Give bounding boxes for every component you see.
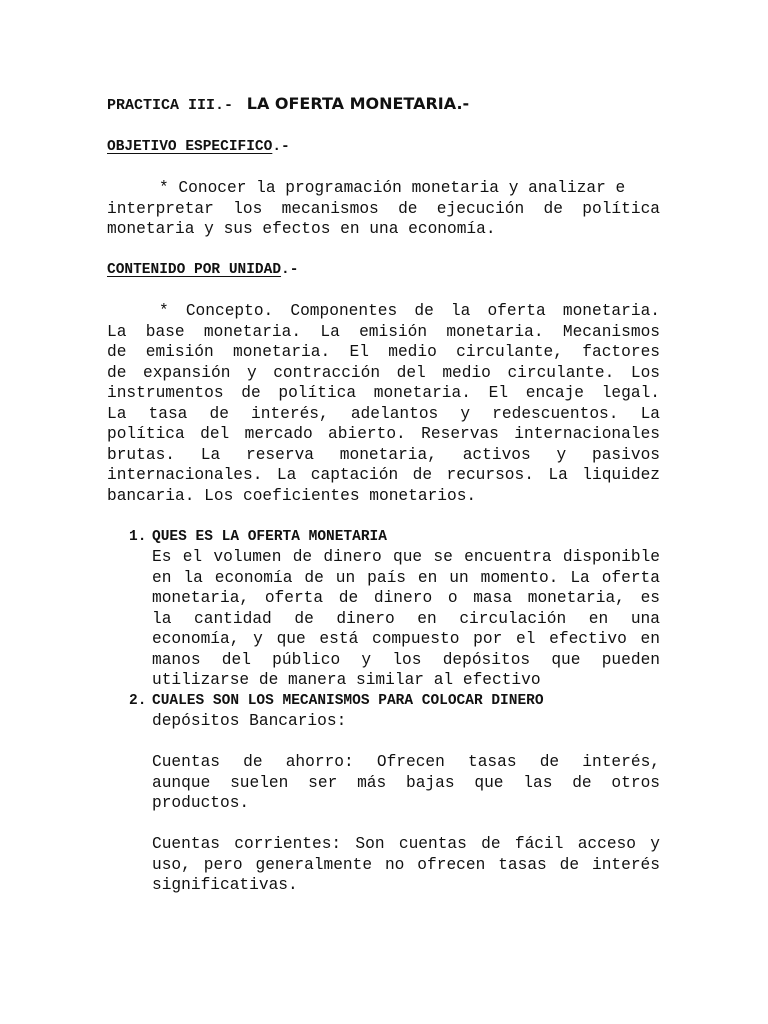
- answer-line: manos del público y los depósitos que pueden: [152, 650, 660, 669]
- answer-line: utilizarse de manera similar al efectivo: [152, 671, 541, 689]
- objetivo-line: interpretar los mecanismos de ejecución de política: [107, 199, 660, 218]
- corrientes-paragraph: [152, 834, 660, 896]
- contenido-line: instrumentos de política monetaria. El encaje legal.: [107, 384, 660, 402]
- answer-line: depósitos Bancarios:: [152, 712, 347, 730]
- contenido-line: * Concepto. Componentes de la oferta monetaria.: [159, 302, 660, 320]
- question-1-title: QUES ES LA OFERTA MONETARIA: [152, 529, 387, 545]
- answer-line: uso, pero generalmente no ofrecen tasas de interés: [152, 855, 660, 874]
- question-2-number: 2.: [129, 693, 147, 709]
- contenido-line: de emisión monetaria. El medio circulante, factores: [107, 343, 660, 361]
- ahorro-paragraph: [152, 752, 660, 814]
- question-1-number: 1.: [129, 529, 147, 545]
- contenido-heading-suffix: .-: [281, 262, 299, 278]
- contenido-line: bancaria. Los coeficientes monetarios.: [107, 486, 477, 505]
- contenido-paragraph: [107, 301, 660, 506]
- contenido-line: La tasa de interés, adelantos y redescuentos. La: [107, 404, 660, 423]
- question-1-answer: [152, 547, 660, 691]
- answer-line: productos.: [152, 794, 250, 812]
- contenido-line: política del mercado abierto. Reservas internacionales: [107, 425, 660, 443]
- contenido-line: internacionales. La captación de recursos. La liquidez: [107, 466, 660, 484]
- objetivo-heading-suffix: .-: [272, 139, 290, 155]
- answer-line: Cuentas de ahorro: Ofrecen tasas de interés,: [152, 753, 660, 771]
- contenido-line: de expansión y contracción del medio circulante. Los: [107, 363, 660, 382]
- title-prefix: PRACTICA III.-: [107, 97, 234, 114]
- question-1-heading: [129, 527, 387, 547]
- answer-line: la cantidad de dinero en circulación en una: [152, 609, 660, 628]
- title-main: LA OFERTA MONETARIA.-: [246, 94, 470, 113]
- objetivo-heading-label: OBJETIVO ESPECIFICO: [107, 139, 273, 155]
- contenido-line: brutas. La reserva monetaria, activos y pasivos: [107, 445, 660, 464]
- question-2-heading: [129, 691, 544, 711]
- answer-line: monetaria, oferta de dinero o masa monetaria, es: [152, 589, 660, 607]
- answer-line: aunque suelen ser más bajas que las de otros: [152, 773, 660, 792]
- contenido-line: La base monetaria. La emisión monetaria. Mecanismos: [107, 322, 660, 341]
- objetivo-line: * Conocer la programación monetaria y analizar e: [159, 179, 626, 197]
- question-2-intro: [152, 711, 660, 732]
- answer-line: Es el volumen de dinero que se encuentra disponible: [152, 548, 660, 566]
- answer-line: economía, y que está compuesto por el efectivo en: [152, 630, 660, 648]
- answer-line: Cuentas corrientes: Son cuentas de fácil acceso y: [152, 835, 660, 853]
- objetivo-heading: [107, 137, 290, 157]
- page-title: [107, 94, 469, 116]
- objetivo-line: monetaria y sus efectos en una economía.: [107, 220, 496, 238]
- answer-line: significativas.: [152, 876, 298, 894]
- question-2-title: CUALES SON LOS MECANISMOS PARA COLOCAR DINERO: [152, 693, 544, 709]
- contenido-heading: [107, 260, 298, 280]
- answer-line: en la economía de un país en un momento. La oferta: [152, 568, 660, 587]
- contenido-heading-label: CONTENIDO POR UNIDAD: [107, 262, 282, 278]
- objetivo-paragraph: [107, 178, 660, 240]
